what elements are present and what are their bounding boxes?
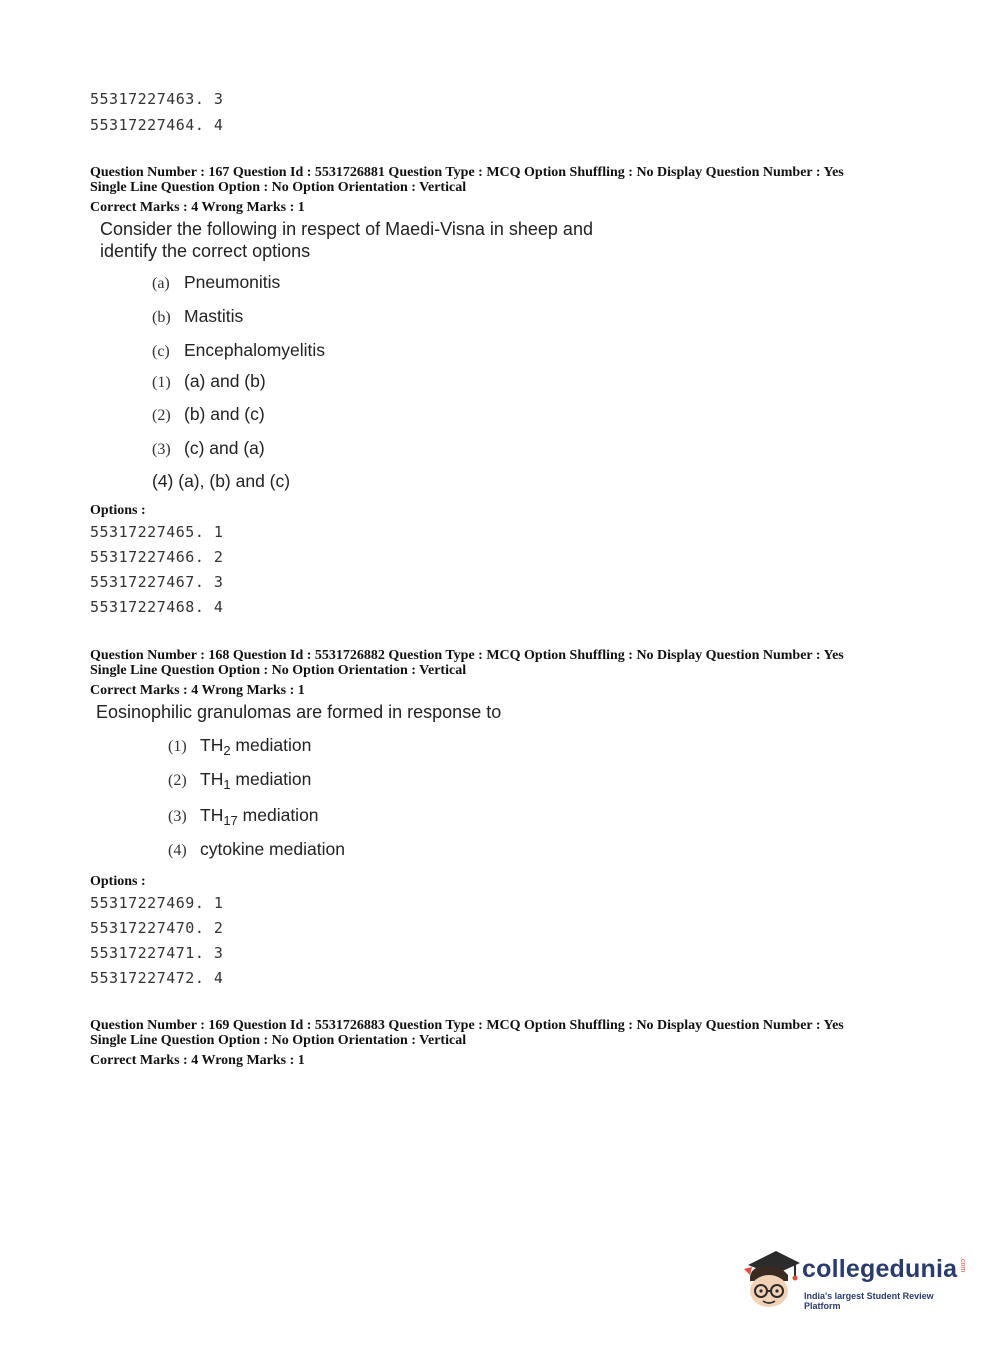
answer-choice xyxy=(168,769,311,792)
answer-number: (3) xyxy=(152,441,171,458)
logo-wordmark: collegedunia xyxy=(802,1255,958,1283)
question-meta: Question Number : 168 Question Id : 5531726882 Question Type : MCQ Option Shuffling : No Display Question Number : Yes xyxy=(90,648,844,663)
answer-label: TH xyxy=(200,805,224,825)
question-marks: Correct Marks : 4 Wrong Marks : 1 xyxy=(90,200,305,215)
answer-label: TH xyxy=(200,769,224,789)
question-meta: Question Number : 167 Question Id : 5531726881 Question Type : MCQ Option Shuffling : No Display Question Number : Yes xyxy=(90,165,844,180)
statement-number: (b) xyxy=(152,309,171,326)
answer-number: (3) xyxy=(168,808,187,825)
question-marks: Correct Marks : 4 Wrong Marks : 1 xyxy=(90,1053,305,1068)
answer-subscript: 1 xyxy=(223,777,231,792)
answer-choice xyxy=(152,371,266,392)
answer-choice xyxy=(168,735,311,758)
statement-label: Encephalomyelitis xyxy=(184,340,326,360)
statement-label: Pneumonitis xyxy=(184,272,281,292)
option-id-line: 55317227466. 2 xyxy=(90,548,224,566)
option-id-line: 55317227468. 4 xyxy=(90,598,224,616)
statement-label: Mastitis xyxy=(184,306,244,326)
answer-choice xyxy=(168,805,319,828)
answer-label: TH xyxy=(200,735,224,755)
option-id-line: 55317227470. 2 xyxy=(90,919,224,937)
options-label: Options : xyxy=(90,874,146,889)
statement-number: (a) xyxy=(152,275,170,292)
answer-subscript: 2 xyxy=(223,743,231,758)
question-meta-orientation: Single Line Question Option : No Option Orientation : Vertical xyxy=(90,663,467,678)
answer-subscript: 17 xyxy=(223,813,238,828)
answer-number: (1) xyxy=(152,374,171,391)
student-mascot-icon xyxy=(742,1247,802,1311)
option-id-line: 55317227463. 3 xyxy=(90,90,224,108)
question-text: Consider the following in respect of Maedi-Visna in sheep and xyxy=(100,219,593,239)
statement-number: (c) xyxy=(152,343,170,360)
option-id-line: 55317227464. 4 xyxy=(90,116,224,134)
answer-number: (4) xyxy=(168,842,187,859)
option-id-line: 55317227469. 1 xyxy=(90,894,224,912)
answer-choice xyxy=(152,438,265,459)
question-meta-orientation: Single Line Question Option : No Option Orientation : Vertical xyxy=(90,180,467,195)
answer-choice xyxy=(168,839,345,860)
options-label: Options : xyxy=(90,503,146,518)
answer-label: (c) and (a) xyxy=(184,438,265,458)
answer-label-suffix: mediation xyxy=(237,805,319,825)
answer-choice: (4) (a), (b) and (c) xyxy=(152,471,291,491)
answer-number: (2) xyxy=(152,407,171,424)
question-text: Eosinophilic granulomas are formed in response to xyxy=(96,702,502,722)
answer-label: (b) and (c) xyxy=(184,404,265,424)
question-marks: Correct Marks : 4 Wrong Marks : 1 xyxy=(90,683,305,698)
answer-choice xyxy=(152,404,265,425)
option-id-line: 55317227471. 3 xyxy=(90,944,224,962)
statement-item xyxy=(152,272,280,293)
answer-label: cytokine mediation xyxy=(200,839,345,859)
statement-item xyxy=(152,306,243,327)
collegedunia-logo xyxy=(742,1247,972,1317)
logo-domain-suffix: .com xyxy=(959,1257,966,1273)
answer-number: (1) xyxy=(168,738,187,755)
option-id-line: 55317227465. 1 xyxy=(90,523,224,541)
option-id-line: 55317227472. 4 xyxy=(90,969,224,987)
logo-tagline: India's largest Student Review Platform xyxy=(804,1291,934,1311)
answer-label: (a) and (b) xyxy=(184,371,266,391)
statement-item xyxy=(152,340,325,361)
answer-number: (2) xyxy=(168,772,187,789)
answer-label-suffix: mediation xyxy=(230,769,312,789)
answer-label-suffix: mediation xyxy=(230,735,312,755)
question-text: identify the correct options xyxy=(100,241,311,261)
question-meta-orientation: Single Line Question Option : No Option Orientation : Vertical xyxy=(90,1033,467,1048)
option-id-line: 55317227467. 3 xyxy=(90,573,224,591)
question-meta: Question Number : 169 Question Id : 5531726883 Question Type : MCQ Option Shuffling : No Display Question Number : Yes xyxy=(90,1018,844,1033)
